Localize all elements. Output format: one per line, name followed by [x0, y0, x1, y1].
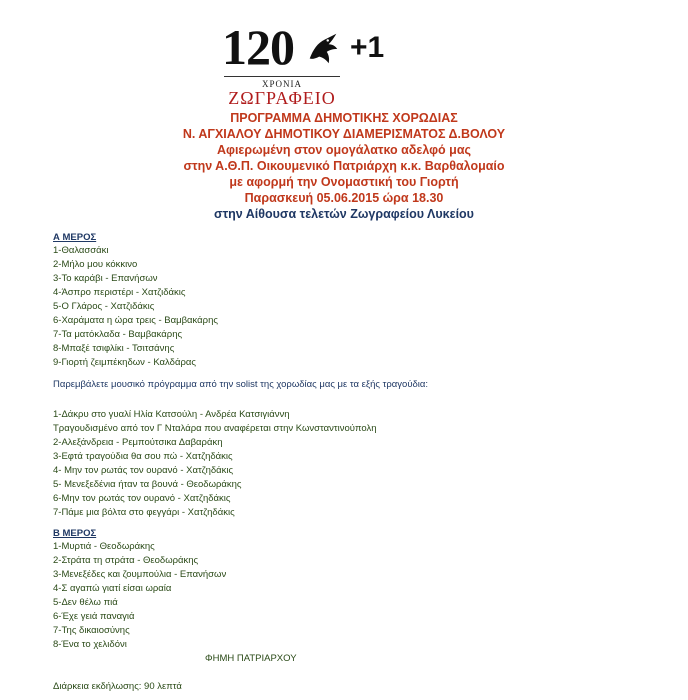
logo-divider — [224, 76, 340, 77]
list-item: 4-Σ αγαπώ γιατί είσαι ωραία — [53, 583, 172, 594]
list-item: 6-Χαράματα η ώρα τρεις - Βαμβακάρης — [53, 315, 218, 326]
list-item: 5-Δεν θέλω πιά — [53, 597, 118, 608]
list-item: 6-Μην τον ρωτάς τον ουρανό - Χατζηδάκις — [53, 493, 231, 504]
list-item: 1-Θαλασσάκι — [53, 245, 109, 256]
list-item: 7-Πάμε μια βόλτα στο φεγγάρι - Χατζηδάκις — [53, 507, 235, 518]
header-line-venue: στην Αίθουσα τελετών Ζωγραφείου Λυκείου — [214, 207, 474, 221]
program-content — [53, 232, 663, 694]
closing-fimi-patriarch: ΦΗΜΗ ΠΑΤΡΙΑΡΧΟΥ — [205, 653, 297, 664]
header-line-occasion: με αφορμή την Ονομαστική του Γιορτή — [229, 175, 459, 189]
list-item: 1-Μυρτιά - Θεοδωράκης — [53, 541, 155, 552]
logo-plus-one: +1 — [350, 31, 385, 64]
interlude-note: Παρεμβάλετε μουσικό πρόγραμμα από την solist της χορωδίας μας με τα εξής τραγούδια: — [53, 379, 429, 390]
list-item: 9-Γιορτή ζειμπέκηδων - Καλδάρας — [53, 357, 196, 368]
list-item: 5- Μενεξεδένια ήταν τα βουνά - Θεοδωράκης — [53, 479, 242, 490]
list-item: 4- Μην τον ρωτάς τον ουρανό - Χατζηδάκις — [53, 465, 234, 476]
logo-school-name: ΖΩΓΡΑΦΕΙΟ — [228, 88, 336, 108]
list-item: Τραγουδισμένο από τον Γ Νταλάρα που αναφέρεται στην Κωνσταντινούπολη — [53, 423, 377, 434]
list-item: 3-Εφτά τραγούδια θα σου πώ - Χατζηδάκις — [53, 451, 233, 462]
list-item: 2-Μήλο μου κόκκινο — [53, 259, 138, 270]
part-a-title: Α ΜΕΡΟΣ — [53, 232, 97, 243]
event-duration: Διάρκεια εκδήλωσης: 90 λεπτά — [53, 681, 182, 692]
logo-120-xronia — [222, 19, 392, 108]
part-b-list — [53, 540, 663, 666]
list-item: 7-Τα ματόκλαδα - Βαμβακάρης — [53, 329, 183, 340]
list-item: 8-Ένα το χελιδόνι — [53, 639, 127, 650]
header-line-dedication: Αφιερωμένη στον ομογάλατκο αδελφό μας — [216, 143, 472, 157]
header-line-title: ΠΡΟΓΡΑΜΜΑ ΔΗΜΟΤΙΚΗΣ ΧΟΡΩΔΙΑΣ — [230, 111, 458, 125]
list-item: 3-Μενεξέδες και ζουμπούλια - Επανήσων — [53, 569, 227, 580]
part-b-title: Β ΜΕΡΟΣ — [53, 528, 97, 539]
header-line-patriarch: στην Α.Θ.Π. Οικουμενικό Πατριάρχη κ.κ. Βαρθαλομαίο — [183, 159, 505, 173]
list-item: 7-Της δικαιοσύνης — [53, 625, 130, 636]
program-header — [0, 110, 688, 222]
logo-subtitle: ΧΡΟΝΙΑ — [261, 79, 302, 89]
part-a-list — [53, 244, 663, 370]
logo-number: 120 — [222, 19, 294, 75]
list-item: 2-Αλεξάνδρεια - Ρεμπούτσικα Δαβαράκη — [53, 437, 223, 448]
list-item: 2-Στράτα τη στράτα - Θεοδωράκης — [53, 555, 199, 566]
list-item: 1-Δάκρυ στο γυαλί Ηλία Κατσούλη - Ανδρέα Κατσιγιάννη — [53, 409, 290, 420]
solist-list — [53, 408, 663, 520]
list-item: 8-Μπαξέ τσιφλίκι - Τσιτσάνης — [53, 343, 175, 354]
list-item: 6-Έχε γειά παναγιά — [53, 611, 135, 622]
list-item: 4-Άσπρο περιστέρι - Χατζιδάκις — [53, 287, 186, 298]
list-item: 3-Το καράβι - Επανήσων — [53, 273, 158, 284]
header-line-choir: Ν. ΑΓΧΙΑΛΟΥ ΔΗΜΟΤΙΚΟΥ ΔΙΑΜΕΡΙΣΜΑΤΟΣ Δ.ΒΟΛΟΥ — [182, 127, 506, 141]
list-item: 5-Ο Γλάρος - Χατζιδάκις — [53, 301, 155, 312]
phoenix-bird-icon — [304, 30, 342, 68]
header-line-date: Παρασκευή 05.06.2015 ώρα 18.30 — [244, 191, 444, 205]
